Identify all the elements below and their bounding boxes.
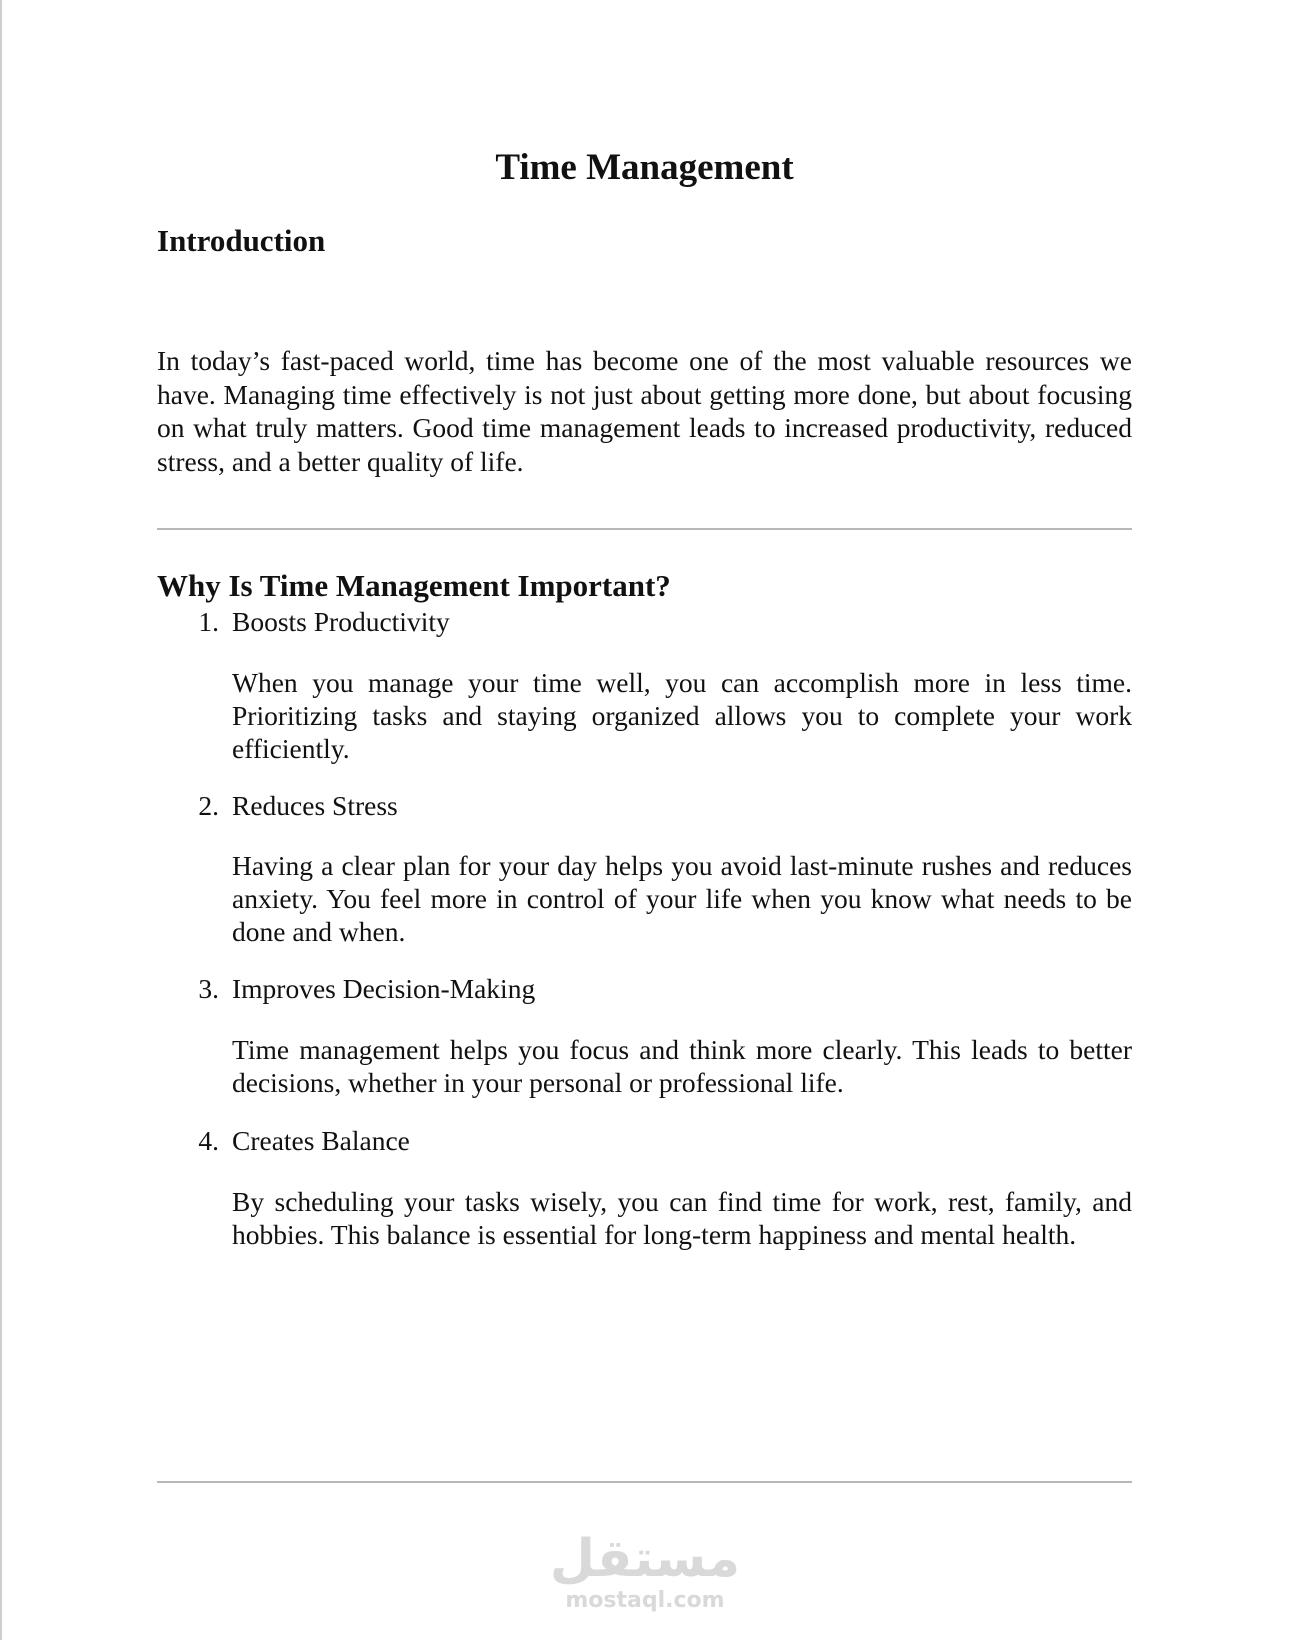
list-item-number-wrap [157,972,232,1005]
horizontal-rule [157,528,1132,530]
list-item-description: Time management helps you focus and think more clearly. This leads to better decisions, whether in your personal or professional life. [232,1034,1132,1098]
list-item-number-wrap [157,789,232,822]
page-edge [0,0,2,1640]
list-item-title [157,972,535,1005]
watermark-url: mostaql.com [565,1588,725,1613]
list-item-title-text: Reduces Stress [232,790,398,821]
list-item-number: 3. [198,973,219,1004]
introduction-heading: Introduction [157,223,326,258]
list-item-number: 2. [198,790,219,821]
list-item-title-text: Boosts Productivity [232,606,450,637]
mostaql-watermark [545,1530,745,1614]
list-item-number-wrap [157,1124,232,1157]
list-item-title [157,789,398,822]
introduction-paragraph: In today’s fast-paced world, time has become one of the most valuable resources we have. Managing time effectively is not just about getting more done, but about focusing on what truly matters. Good time management leads to increased productivity, reduced stress, and a better quality of life. [157,345,1132,477]
list-item-title-text: Creates Balance [232,1125,410,1156]
list-item-description: By scheduling your tasks wisely, you can find time for work, rest, family, and hobbies. This balance is essential for long-term happiness and mental health. [232,1186,1132,1250]
list-item-description: When you manage your time well, you can accomplish more in less time. Prioritizing tasks and staying organized allows you to complete your work efficiently. [232,667,1132,764]
horizontal-rule [157,1481,1132,1483]
list-item-title [157,1124,410,1157]
why-section-heading: Why Is Time Management Important? [157,568,671,603]
mostaql-logo: مستقل [549,1529,741,1589]
list-item-number: 4. [198,1125,219,1156]
list-item-number: 1. [198,606,219,637]
list-item-title-text: Improves Decision-Making [232,973,536,1004]
list-item-title [157,605,450,638]
list-item-number-wrap [157,605,232,638]
list-item-description: Having a clear plan for your day helps you avoid last-minute rushes and reduces anxiety. You feel more in control of your life when you know what needs to be done and when. [232,850,1132,947]
document-title: Time Management [495,147,794,188]
